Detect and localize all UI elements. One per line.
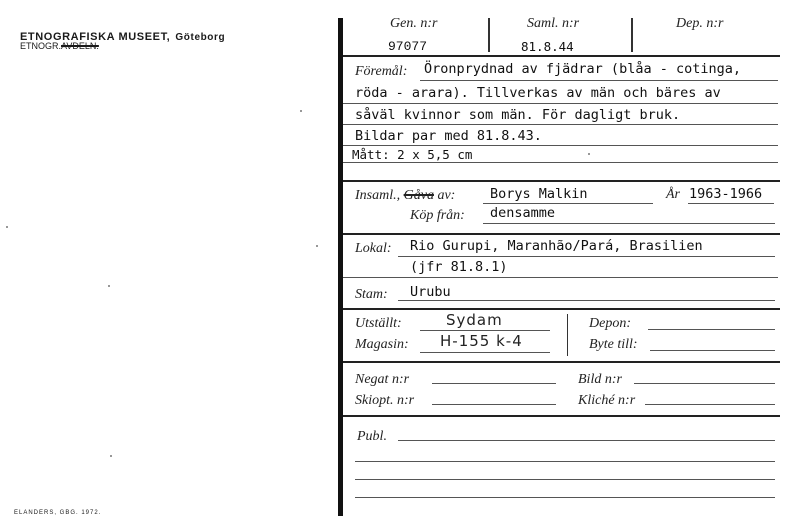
rule-thick: [343, 361, 780, 363]
card-margin-line: [338, 18, 343, 516]
rule: [398, 256, 775, 257]
kliche-label: Kliché n:r: [578, 393, 636, 408]
insamling-value: Borys Malkin: [490, 186, 588, 202]
speck: [588, 153, 590, 155]
byte-label: Byte till:: [589, 337, 638, 352]
rule: [343, 55, 780, 57]
divider: [631, 18, 633, 52]
rule: [634, 383, 775, 384]
negat-label: Negat n:r: [355, 372, 410, 387]
lokal-label: Lokal:: [355, 241, 392, 256]
magasin-label: Magasin:: [355, 337, 409, 352]
rule: [420, 330, 550, 331]
rule: [432, 383, 556, 384]
utstallt-value: Sydam: [446, 311, 503, 329]
rule: [688, 203, 774, 204]
rule: [483, 223, 775, 224]
publ-label: Publ.: [357, 429, 387, 444]
ar-label: År: [666, 187, 680, 202]
printer-footer: ELANDERS, GBG. 1972.: [14, 510, 102, 516]
rule: [432, 404, 556, 405]
rule: [483, 203, 653, 204]
insamling-prefix: Insaml.,: [355, 188, 401, 203]
rule-thick: [343, 415, 780, 417]
foremal-label: Föremål:: [355, 64, 408, 79]
divider: [488, 18, 490, 52]
rule: [398, 300, 775, 301]
rule: [343, 124, 778, 125]
rule: [343, 277, 778, 278]
insamling-suffix: av:: [437, 188, 456, 203]
rule-thick: [343, 180, 780, 182]
rule-thick: [343, 308, 780, 310]
foremal-line-4: Bildar par med 81.8.43.: [355, 128, 542, 144]
gen-number-value: 97077: [388, 39, 428, 54]
magasin-value: H-155 k-4: [440, 332, 523, 350]
foremal-line-3: såväl kvinnor som män. För dagligt bruk.: [355, 107, 681, 123]
museum-city: Göteborg: [175, 32, 226, 43]
dep-number-label: Dep. n:r: [676, 16, 724, 31]
department: ETNOGR.: [20, 41, 62, 51]
rule: [343, 145, 778, 146]
rule: [355, 479, 775, 480]
utstallt-label: Utställt:: [355, 316, 402, 331]
lokal-line-2: (jfr 81.8.1): [410, 259, 508, 275]
department-struck: AVDELN.: [61, 41, 99, 51]
kop-label: Köp från:: [410, 208, 465, 223]
gen-number-label: Gen. n:r: [390, 16, 438, 31]
bild-label: Bild n:r: [578, 372, 622, 387]
rule: [355, 497, 775, 498]
foremal-line-1: Öronprydnad av fjädrar (blåa - cotinga,: [424, 61, 741, 77]
foremal-line-2: röda - arara). Tillverkas av män och bäres av: [355, 85, 721, 101]
rule: [648, 329, 775, 330]
department-line: [20, 41, 99, 51]
speck: [110, 455, 112, 457]
rule-thick: [343, 233, 780, 235]
rule: [645, 404, 775, 405]
kop-value: densamme: [490, 205, 556, 221]
speck: [108, 285, 110, 287]
speck: [6, 226, 8, 228]
rule: [420, 80, 778, 81]
lokal-line-1: Rio Gurupi, Maranhão/Pará, Brasilien: [410, 238, 703, 254]
rule: [398, 440, 775, 441]
saml-number-value: 81.8.44: [521, 39, 574, 54]
insamling-struck: Gåva: [403, 188, 434, 203]
ar-value: 1963-1966: [689, 186, 763, 202]
divider: [567, 314, 568, 356]
museum-name: ETNOGRAFISKA MUSEET,: [20, 31, 171, 43]
rule: [343, 103, 778, 104]
foremal-matt: Mått: 2 x 5,5 cm: [352, 147, 473, 162]
rule: [650, 350, 775, 351]
rule: [420, 352, 550, 353]
depon-label: Depon:: [589, 316, 631, 331]
stam-label: Stam:: [355, 287, 388, 302]
speck: [316, 245, 318, 247]
skiopt-label: Skiopt. n:r: [355, 393, 415, 408]
insamling-label: [355, 188, 455, 204]
stam-value: Urubu: [410, 284, 451, 300]
speck: [300, 110, 302, 112]
rule: [355, 461, 775, 462]
saml-number-label: Saml. n:r: [527, 16, 580, 31]
rule: [343, 162, 778, 163]
